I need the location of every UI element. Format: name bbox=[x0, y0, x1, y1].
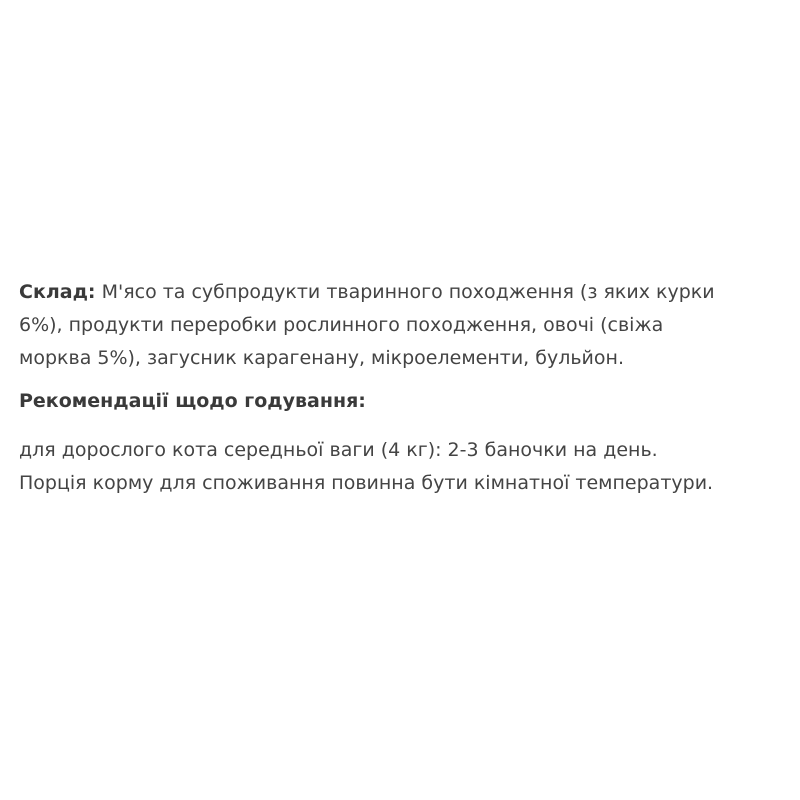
composition-text-1: М'ясо та субпродукти тваринного походження (з яких курки bbox=[101, 281, 715, 303]
product-description bbox=[19, 276, 789, 500]
feeding-paragraph bbox=[19, 434, 789, 500]
composition-line-1 bbox=[19, 276, 789, 309]
composition-line-3: морква 5%), загусник карагенану, мікроелементи, бульйон. bbox=[19, 347, 624, 369]
composition-line-2: 6%), продукти переробки рослинного походження, овочі (свіжа bbox=[19, 314, 664, 336]
feeding-line-1: для дорослого кота середньої ваги (4 кг): 2-3 баночки на день. bbox=[19, 439, 658, 461]
feeding-heading: Рекомендації щодо годування: bbox=[19, 390, 366, 412]
composition-label: Склад: bbox=[19, 281, 96, 303]
feeding-line-2: Порція корму для споживання повинна бути кімнатної температури. bbox=[19, 472, 714, 494]
composition-paragraph bbox=[19, 276, 789, 375]
